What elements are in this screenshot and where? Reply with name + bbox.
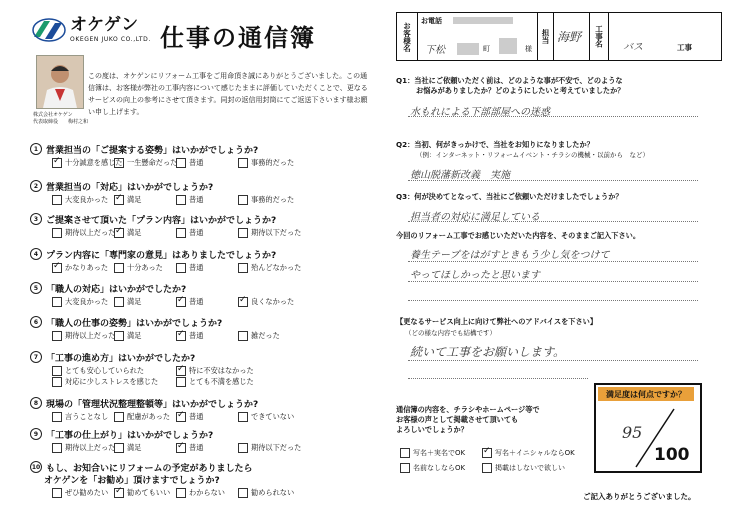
q1-answer: 水もれによる下部部屋への迷惑 — [410, 107, 550, 118]
option-label: 普通 — [189, 228, 204, 237]
checkbox[interactable] — [176, 297, 186, 307]
question-heading — [30, 316, 370, 328]
checkbox[interactable] — [238, 297, 248, 307]
impression-rule-1 — [408, 261, 698, 262]
question-heading — [30, 461, 370, 473]
option-3[interactable] — [176, 443, 238, 453]
work-suffix: 工事 — [677, 43, 692, 52]
q2-text: Q2：当初、何がきっかけで、当社をお知りになりましたか？ （例：インターネット・リフォームイベント・チラシの機械・以前から など） — [396, 140, 649, 159]
question-8 — [30, 397, 370, 422]
address-town: 町 — [483, 45, 490, 53]
checkbox[interactable] — [114, 297, 124, 307]
question-number: 8 — [30, 397, 42, 409]
checkbox[interactable] — [400, 448, 410, 458]
option-label: とても不満を感じた — [189, 377, 254, 386]
option-1[interactable] — [52, 195, 114, 205]
option-label: 普通 — [189, 412, 204, 421]
option-2[interactable] — [114, 195, 176, 205]
option-row — [52, 195, 370, 205]
option-2[interactable] — [114, 331, 176, 341]
checkbox[interactable] — [52, 195, 62, 205]
option-label: 期待以下だった — [251, 443, 302, 452]
question-title: 「工事の進め方」はいかがでしたか? — [46, 353, 196, 364]
question-number: 7 — [30, 351, 42, 363]
checkbox[interactable] — [52, 263, 62, 273]
customer-info-box — [396, 12, 722, 61]
question-7 — [30, 351, 370, 387]
option-row — [52, 158, 370, 168]
option-4[interactable] — [238, 488, 300, 498]
option-label: わからない — [189, 488, 225, 497]
question-number: 1 — [30, 143, 42, 155]
option-1[interactable] — [52, 263, 114, 273]
phone-redacted — [453, 17, 513, 24]
score-value: 95 — [622, 423, 643, 442]
checkbox[interactable] — [52, 412, 62, 422]
option-label: 言うことなし — [65, 412, 109, 421]
phone-label: お電話 — [421, 17, 442, 25]
score-max: 100 — [654, 445, 690, 465]
question-heading — [30, 428, 370, 440]
option-label: 勧めてもいい — [127, 488, 171, 497]
option-2[interactable] — [176, 366, 300, 376]
name-redacted — [499, 38, 517, 54]
option-label: 満足 — [127, 228, 142, 237]
address-redacted — [457, 43, 479, 55]
checkbox[interactable] — [52, 158, 62, 168]
president-photo — [36, 55, 84, 109]
rep-name: 海野 — [557, 30, 582, 44]
advice-sub: （どの様な内容でも結構です） — [405, 329, 496, 337]
option-label: 大変良かった — [65, 195, 109, 204]
checkbox[interactable] — [114, 228, 124, 238]
work-label: 工事名 — [589, 13, 609, 60]
option-label: 期待以上だった — [65, 331, 116, 340]
question-heading — [30, 351, 370, 363]
checkbox[interactable] — [238, 443, 248, 453]
checkbox[interactable] — [114, 331, 124, 341]
option-label: 十分あった — [127, 263, 163, 272]
option-row — [52, 228, 370, 238]
question-title: 営業担当の「ご提案する姿勢」はいかがでしょうか? — [46, 145, 259, 156]
option-label: 期待以下だった — [251, 228, 302, 237]
publish-label: 通信簿の内容を、チラシやホームページ等で お客様の声として掲載させて頂いても よろしいでしょうか？ — [396, 405, 540, 434]
advice-label: 【更なるサービス向上に向けて弊社へのアドバイスを下さい】 — [396, 317, 598, 326]
checkbox[interactable] — [114, 263, 124, 273]
option-label: 勧められない — [251, 488, 295, 497]
option-label: 写名＋イニシャルならOK — [495, 449, 575, 457]
checkbox[interactable] — [238, 228, 248, 238]
option-1[interactable] — [52, 443, 114, 453]
checkbox[interactable] — [176, 377, 186, 387]
option-1[interactable] — [52, 377, 176, 387]
question-title-2: オケゲンを「お勧め」頂けますでしょうか? — [44, 475, 220, 486]
okegen-logo-icon — [32, 17, 66, 43]
option-4[interactable] — [238, 263, 300, 273]
q3-text: Q3：何が決めてとなって、当社にご依頼いただけましたでしょうか？ — [396, 192, 623, 201]
checkbox[interactable] — [52, 488, 62, 498]
satisfaction-score-box — [594, 383, 702, 473]
checkbox[interactable] — [482, 448, 492, 458]
checkbox[interactable] — [482, 463, 492, 473]
checkbox[interactable] — [176, 366, 186, 376]
score-label: 満足度は何点ですか？ — [598, 387, 694, 401]
option-label: できていない — [251, 412, 295, 421]
option-label: 殆んどなかった — [251, 263, 302, 272]
option-label: 期待以上だった — [65, 443, 116, 452]
option-label: 普通 — [189, 158, 204, 167]
option-1[interactable] — [52, 158, 123, 168]
option-4[interactable] — [238, 228, 300, 238]
option-3[interactable] — [176, 331, 238, 341]
option-1[interactable] — [52, 297, 114, 307]
checkbox[interactable] — [114, 443, 124, 453]
question-10 — [30, 461, 370, 498]
option-label: 事務的だった — [251, 158, 295, 167]
checkbox[interactable] — [176, 412, 186, 422]
option-label: 対応に少しストレスを感じた — [65, 377, 159, 386]
checkbox[interactable] — [52, 297, 62, 307]
option-3[interactable] — [176, 228, 238, 238]
option-row — [52, 331, 370, 341]
option-2[interactable] — [114, 443, 176, 453]
checkbox[interactable] — [238, 158, 248, 168]
option-label: 配慮があった — [127, 412, 171, 421]
intro-text: この度は、オケゲンにリフォーム工事をご用命頂き誠にありがとうございました。この通信簿は、お客様が弊社の工事内容について感じたままに評価していただくことで、更なるサービスの向上の参考にさせて頂きます。同封の返信用封筒にてご返送下さいます様お願い申し上げます。 — [88, 72, 368, 116]
question-title: 現場の「管理状況整理整頓等」はいかがでしょうか? — [46, 399, 259, 410]
option-2[interactable] — [114, 228, 176, 238]
option-label: 名前なしならOK — [413, 464, 466, 472]
option-1[interactable] — [52, 412, 114, 422]
checkbox[interactable] — [114, 158, 124, 168]
checkbox[interactable] — [52, 331, 62, 341]
question-title: 「職人の仕事の姿勢」はいかがでしょうか? — [46, 318, 223, 329]
option-2[interactable] — [114, 412, 176, 422]
publish-option-1[interactable] — [400, 448, 465, 458]
checkbox[interactable] — [176, 158, 186, 168]
option-1[interactable] — [52, 366, 176, 376]
advice-rule-2 — [408, 378, 588, 379]
question-number: 4 — [30, 248, 42, 260]
question-number: 5 — [30, 282, 42, 294]
question-1 — [30, 143, 370, 168]
q2-answer: 徳山脱藩新改義 実施 — [410, 170, 510, 181]
checkbox[interactable] — [238, 412, 248, 422]
option-label: 掲載はしないで欲しい — [495, 464, 565, 472]
option-label: 雑だった — [251, 331, 280, 340]
checkbox[interactable] — [238, 488, 248, 498]
advice-rule-1 — [408, 360, 698, 361]
option-label: 写名＋実名でOK — [413, 449, 466, 457]
option-row — [52, 412, 370, 422]
option-label: 満足 — [127, 195, 142, 204]
impression-line-1: 養生テープをはがすときもう少し気をつけて — [410, 250, 610, 261]
advice-answer: 続いて工事をお願いします。 — [410, 345, 566, 359]
question-number: 10 — [30, 461, 42, 473]
option-1[interactable] — [52, 488, 114, 498]
option-label: 満足 — [127, 443, 142, 452]
option-4[interactable] — [238, 443, 300, 453]
option-label: 期待以上だった — [65, 228, 116, 237]
question-number: 9 — [30, 428, 42, 440]
checkbox[interactable] — [176, 263, 186, 273]
question-4 — [30, 248, 370, 273]
q1-answer-line — [408, 116, 698, 117]
logo-subtitle: OKEGEN JUKO CO.,LTD. — [70, 36, 151, 43]
q2-answer-line — [408, 180, 698, 181]
question-heading — [30, 248, 370, 260]
option-label: とても安心していられた — [65, 366, 145, 375]
checkbox[interactable] — [238, 263, 248, 273]
logo-name: オケゲン — [70, 15, 139, 35]
customer-name-label: お客様名 — [397, 13, 418, 60]
page-title: 仕事の通信簿 — [160, 24, 316, 52]
rep-label: 担当 — [537, 13, 554, 60]
publish-option-4[interactable] — [482, 463, 565, 473]
option-3[interactable] — [176, 263, 238, 273]
checkbox[interactable] — [176, 195, 186, 205]
option-2[interactable] — [114, 297, 176, 307]
option-row — [52, 263, 370, 273]
question-title: プラン内容に「専門家の意見」はありましたでしょうか? — [46, 250, 277, 261]
option-3[interactable] — [176, 488, 238, 498]
checkbox[interactable] — [238, 195, 248, 205]
footer-thanks: ご記入ありがとうございました。 — [583, 492, 696, 501]
checkbox[interactable] — [176, 443, 186, 453]
option-label: かなりあった — [65, 263, 109, 272]
option-label: 事務的だった — [251, 195, 295, 204]
impression-label: 今回のリフォーム工事でお感じいただいた内容を、そのままご記入下さい。 — [396, 231, 641, 240]
option-2[interactable] — [114, 158, 176, 168]
checkbox[interactable] — [400, 463, 410, 473]
option-label: 普通 — [189, 195, 204, 204]
address-prefix: 下松 — [425, 45, 445, 56]
honorific: 様 — [525, 45, 532, 53]
q1-text: Q1：当社にご依頼いただく前は、どのような事が不安で、どのような お悩みがありましたか？どのようにしたいと考えていましたか？ — [396, 76, 625, 95]
publish-option-3[interactable] — [400, 463, 465, 473]
question-title: ご提案させて頂いた「プラン内容」はいかがでしょうか? — [46, 215, 277, 226]
checkbox[interactable] — [114, 412, 124, 422]
option-label: 普通 — [189, 331, 204, 340]
option-1[interactable] — [52, 331, 114, 341]
question-heading — [30, 143, 370, 155]
option-label: 大変良かった — [65, 297, 109, 306]
option-4[interactable] — [238, 412, 300, 422]
question-9 — [30, 428, 370, 453]
option-2[interactable] — [114, 488, 176, 498]
option-3[interactable] — [176, 297, 238, 307]
option-label: 満足 — [127, 331, 142, 340]
option-label: 普通 — [189, 297, 204, 306]
question-title: 営業担当の「対応」はいかがでしょうか? — [46, 182, 214, 193]
question-title: 「職人の対応」はいかがでしたか? — [46, 284, 187, 295]
option-4[interactable] — [238, 297, 300, 307]
photo-caption: 株式会社オケゲン 代表取締役 梅村之和 — [33, 112, 89, 125]
option-row — [52, 443, 370, 453]
option-label: 特に不安はなかった — [189, 366, 254, 375]
impression-line-2: やってほしかったと思います — [410, 270, 540, 281]
option-label: 満足 — [127, 297, 142, 306]
option-1[interactable] — [52, 228, 114, 238]
option-label: 普通 — [189, 263, 204, 272]
option-row — [52, 377, 370, 387]
checkbox[interactable] — [114, 195, 124, 205]
question-heading — [30, 213, 370, 225]
question-6 — [30, 316, 370, 341]
question-5 — [30, 282, 370, 307]
option-row — [52, 488, 370, 498]
publish-option-2[interactable] — [482, 448, 575, 458]
work-name: バス — [623, 42, 643, 53]
option-label: 良くなかった — [251, 297, 295, 306]
option-2[interactable] — [114, 263, 176, 273]
checkbox[interactable] — [176, 488, 186, 498]
option-label: 一生懸命だった — [127, 158, 178, 167]
question-heading — [30, 180, 370, 192]
option-label: 十分誠意を感じた — [65, 158, 123, 167]
question-number: 6 — [30, 316, 42, 328]
option-4[interactable] — [238, 331, 300, 341]
checkbox[interactable] — [52, 377, 62, 387]
question-number: 2 — [30, 180, 42, 192]
option-3[interactable] — [176, 195, 238, 205]
checkbox[interactable] — [52, 443, 62, 453]
option-3[interactable] — [176, 158, 238, 168]
option-row — [52, 366, 370, 376]
checkbox[interactable] — [176, 228, 186, 238]
impression-rule-2 — [408, 281, 698, 282]
q3-answer: 担当者の対応に満足している — [410, 212, 540, 223]
option-label: ぜひ勧めたい — [65, 488, 109, 497]
question-2 — [30, 180, 370, 205]
option-3[interactable] — [176, 412, 238, 422]
checkbox[interactable] — [176, 331, 186, 341]
option-4[interactable] — [238, 158, 300, 168]
question-title: 「工事の仕上がり」はいかがでしょうか? — [46, 430, 214, 441]
checkbox[interactable] — [238, 331, 248, 341]
checkbox[interactable] — [52, 366, 62, 376]
question-heading — [30, 282, 370, 294]
question-3 — [30, 213, 370, 238]
question-title: もし、お知合いにリフォームの予定がありましたら — [46, 463, 253, 474]
checkbox[interactable] — [52, 228, 62, 238]
checkbox[interactable] — [114, 488, 124, 498]
q3-answer-line — [408, 221, 698, 222]
option-row — [52, 297, 370, 307]
option-2[interactable] — [176, 377, 300, 387]
option-label: 普通 — [189, 443, 204, 452]
impression-rule-3 — [408, 300, 698, 301]
question-heading — [30, 397, 370, 409]
option-4[interactable] — [238, 195, 300, 205]
question-number: 3 — [30, 213, 42, 225]
company-logo — [32, 17, 151, 43]
